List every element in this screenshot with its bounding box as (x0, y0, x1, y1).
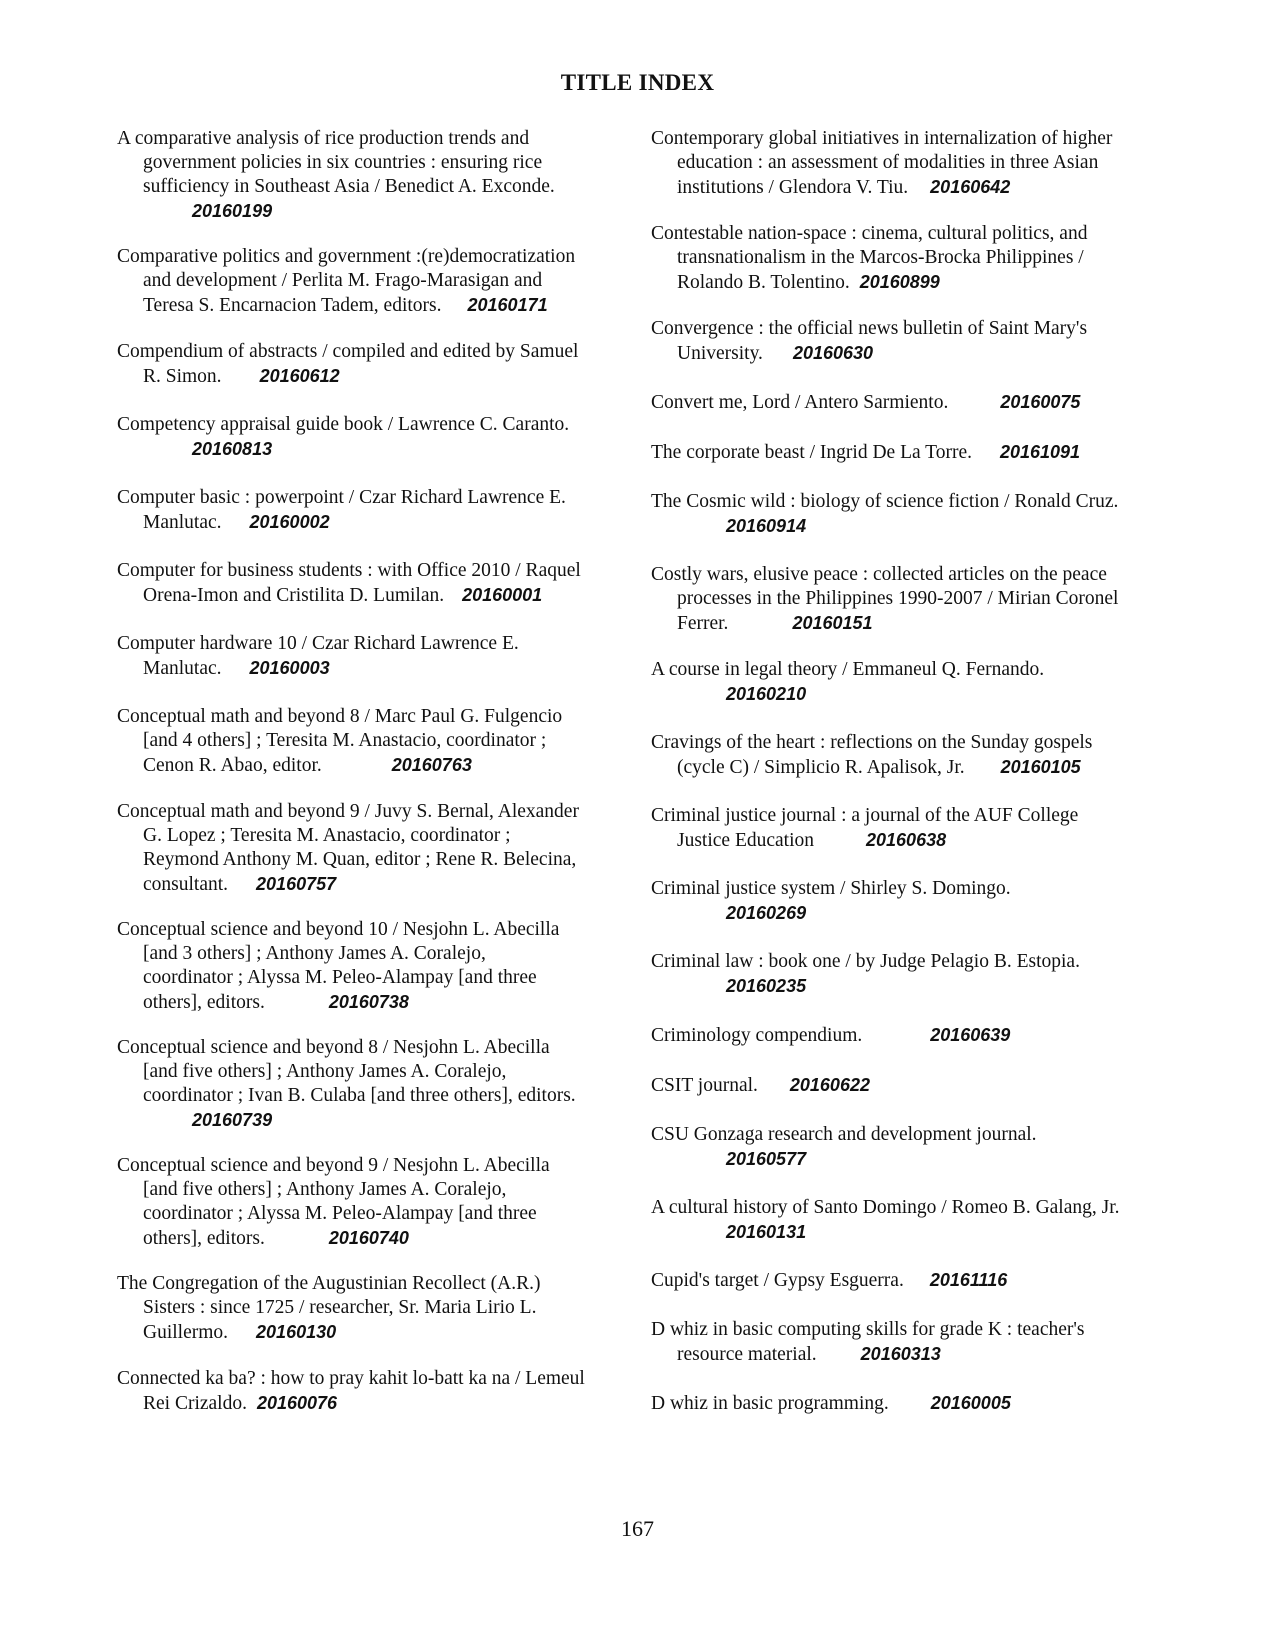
entry-code-line (651, 682, 1161, 707)
entry-text-line: Teresa S. Encarnacion Tadem, editors. 20160171 (143, 295, 548, 316)
entry-text-line: Computer for business students : with Office 2010 / Raquel (117, 560, 581, 581)
entry-code: 20160630 (792, 343, 874, 363)
entry-text-line: Rolando B. Tolentino. 20160899 (677, 272, 940, 293)
entry-text-line: [and 4 others] ; Teresita M. Anastacio, coordinator ; (143, 730, 547, 751)
entry-text-line: Compendium of abstracts / compiled and edited by Samuel (117, 341, 579, 362)
entry-text-line: Conceptual math and beyond 9 / Juvy S. Bernal, Alexander (117, 801, 579, 822)
entry-code: 20160151 (792, 613, 873, 633)
entry-code: 20160130 (256, 1322, 337, 1342)
entry-code-line (117, 437, 617, 462)
entry-text-line: Convert me, Lord / Antero Sarmiento. 20160075 (651, 392, 1081, 413)
entry-code: 20160235 (726, 976, 807, 996)
entry-text-line: resource material. 20160313 (677, 1344, 941, 1365)
entry-text-line: Manlutac. 20160002 (143, 512, 330, 533)
entry-text-line: Competency appraisal guide book / Lawrence C. Caranto. (117, 414, 570, 435)
index-entry (651, 563, 1161, 636)
entry-text-line: Costly wars, elusive peace : collected articles on the peace (651, 564, 1107, 585)
index-entry (651, 390, 1161, 415)
entry-text-line: [and five others] ; Anthony James A. Coralejo, (143, 1061, 507, 1082)
entry-text-line: Sisters : since 1725 / researcher, Sr. Maria Lirio L. (143, 1297, 537, 1318)
entry-text-line: Contestable nation-space : cinema, cultural politics, and (651, 223, 1088, 244)
index-entry (651, 950, 1161, 999)
entry-code: 20160001 (462, 585, 543, 605)
index-entry (651, 731, 1161, 780)
index-entry (651, 317, 1161, 366)
entry-code: 20160577 (726, 1149, 807, 1169)
index-entry (651, 222, 1161, 295)
entry-code-line (651, 1220, 1161, 1245)
page-number: 167 (621, 1516, 654, 1541)
entry-text-line: The corporate beast / Ingrid De La Torre. 20161091 (651, 442, 1081, 463)
index-entry (117, 800, 617, 897)
entry-text-line: (cycle C) / Simplicio R. Apalisok, Jr. 20160105 (677, 757, 1081, 778)
entry-text-line: G. Lopez ; Teresita M. Anastacio, coordinator ; (143, 825, 511, 846)
entry-code: 20160612 (259, 366, 340, 386)
index-entry (117, 705, 617, 778)
entry-text-line: consultant. 20160757 (143, 874, 337, 895)
index-entry (117, 632, 617, 681)
entry-code: 20161116 (929, 1270, 1008, 1290)
entry-text-line: The Congregation of the Augustinian Recollect (A.R.) (117, 1273, 541, 1294)
entry-code: 20160105 (1000, 757, 1081, 777)
entry-text-line: Cenon R. Abao, editor. 20160763 (143, 755, 472, 776)
entry-text-line: others], editors. 20160738 (143, 992, 409, 1013)
entry-text-line: A course in legal theory / Emmaneul Q. Fernando. (651, 659, 1045, 680)
entry-code: 20160269 (726, 903, 807, 923)
entry-text-line: CSU Gonzaga research and development journal. (651, 1124, 1037, 1145)
index-entry (117, 1272, 617, 1345)
entry-code: 20160738 (328, 992, 409, 1012)
index-entry (117, 245, 617, 318)
entry-code: 20160642 (930, 177, 1011, 197)
entry-code: 20160914 (726, 516, 807, 536)
entry-code: 20160757 (256, 874, 337, 894)
index-entry (651, 127, 1161, 200)
entry-code: 20160131 (726, 1222, 807, 1242)
entry-text-line: Contemporary global initiatives in internalization of higher (651, 128, 1113, 149)
entry-text-line: Justice Education 20160638 (677, 830, 947, 851)
entry-code-line (117, 199, 617, 224)
index-entry (651, 1268, 1161, 1293)
entry-text-line: Manlutac. 20160003 (143, 658, 330, 679)
entry-text-line: Cravings of the heart : reflections on the Sunday gospels (651, 732, 1093, 753)
page-title: TITLE INDEX (560, 70, 715, 95)
index-entry (117, 1036, 617, 1133)
entry-code-line (651, 901, 1161, 926)
index-entry (651, 804, 1161, 853)
entry-text-line: Rei Crizaldo. 20160076 (143, 1393, 338, 1414)
entry-code: 20160076 (256, 1393, 338, 1413)
entry-text-line: transnationalism in the Marcos-Brocka Philippines / (677, 247, 1084, 268)
index-entry (117, 918, 617, 1015)
entry-text-line: education : an assessment of modalities in three Asian (677, 152, 1099, 173)
entry-code: 20160639 (930, 1025, 1011, 1045)
entry-text-line: The Cosmic wild : biology of science fiction / Ronald Cruz. (651, 491, 1119, 512)
entry-text-line: Convergence : the official news bulletin of Saint Mary's (651, 318, 1088, 339)
entry-text-line: Criminal justice journal : a journal of the AUF College (651, 805, 1079, 826)
entry-text-line: CSIT journal. 20160622 (651, 1075, 870, 1096)
entry-text-line: Guillermo. 20160130 (143, 1322, 337, 1343)
index-entry (117, 1367, 617, 1416)
entry-text-line: Comparative politics and government :(re)democratization (117, 246, 576, 267)
entry-text-line: and development / Perlita M. Frago-Marasigan and (143, 270, 543, 291)
entry-code: 20160002 (249, 512, 330, 532)
index-entry (651, 1073, 1161, 1098)
entry-text-line: coordinator ; Alyssa M. Peleo-Alampay [and three (143, 1203, 537, 1224)
entry-text-line: Conceptual math and beyond 8 / Marc Paul G. Fulgencio (117, 706, 563, 727)
entry-text-line: Criminal law : book one / by Judge Pelagio B. Estopia. (651, 951, 1080, 972)
index-entry (651, 1196, 1161, 1245)
entry-text-line: University. 20160630 (677, 343, 874, 364)
index-entry (651, 1023, 1161, 1048)
entry-text-line: Conceptual science and beyond 10 / Nesjohn L. Abecilla (117, 919, 560, 940)
entry-code: 20160005 (930, 1393, 1011, 1413)
entry-code: 20161091 (999, 442, 1081, 462)
entry-code: 20160739 (192, 1110, 273, 1130)
entry-code-line (651, 974, 1161, 999)
entry-text-line: institutions / Glendora V. Tiu. 20160642 (677, 177, 1011, 198)
index-entry (117, 1154, 617, 1251)
entry-text-line: processes in the Philippines 1990-2007 / Mirian Coronel (677, 588, 1119, 609)
entry-text-line: [and 3 others] ; Anthony James A. Coralejo, (143, 943, 486, 964)
index-entry (651, 1123, 1161, 1172)
entry-code: 20160210 (726, 684, 807, 704)
entry-code-line (117, 1108, 617, 1133)
index-entry (651, 1318, 1161, 1367)
entry-text-line: coordinator ; Ivan B. Culaba [and three others], editors. (143, 1085, 576, 1106)
entry-text-line: others], editors. 20160740 (143, 1228, 409, 1249)
entry-text-line: Computer hardware 10 / Czar Richard Lawrence E. (117, 633, 519, 654)
entry-text-line: D whiz in basic computing skills for grade K : teacher's (651, 1319, 1085, 1340)
entry-code: 20160199 (192, 201, 273, 221)
entry-code: 20160763 (391, 755, 472, 775)
entry-code: 20160899 (859, 272, 940, 292)
entry-text-line: Conceptual science and beyond 8 / Nesjohn L. Abecilla (117, 1037, 550, 1058)
entry-code: 20160638 (866, 830, 947, 850)
entry-text-line: Cupid's target / Gypsy Esguerra. 20161116 (651, 1270, 1008, 1291)
index-entry (117, 559, 617, 608)
entry-code: 20160740 (328, 1228, 409, 1248)
entry-text-line: Criminology compendium. 20160639 (651, 1025, 1011, 1046)
index-entry (651, 440, 1161, 465)
entry-text-line: D whiz in basic programming. 20160005 (651, 1393, 1011, 1414)
entry-text-line: Ferrer. 20160151 (677, 613, 873, 634)
entry-text-line: Conceptual science and beyond 9 / Nesjohn L. Abecilla (117, 1155, 550, 1176)
entry-text-line: coordinator ; Alyssa M. Peleo-Alampay [and three (143, 967, 537, 988)
entry-text-line: sufficiency in Southeast Asia / Benedict A. Exconde. (143, 176, 555, 197)
index-entry (117, 340, 617, 389)
entry-code: 20160075 (1000, 392, 1081, 412)
entry-text-line: Computer basic : powerpoint / Czar Richard Lawrence E. (117, 487, 566, 508)
entry-code: 20160313 (860, 1344, 941, 1364)
entry-text-line: R. Simon. 20160612 (143, 366, 340, 387)
entry-text-line: [and five others] ; Anthony James A. Coralejo, (143, 1179, 507, 1200)
entry-text-line: government policies in six countries : ensuring rice (143, 152, 543, 173)
entry-code: 20160622 (789, 1075, 870, 1095)
entry-code-line (651, 514, 1161, 539)
index-entry (651, 658, 1161, 707)
index-entry (651, 1391, 1161, 1416)
entry-text-line: A cultural history of Santo Domingo / Romeo B. Galang, Jr. (651, 1197, 1120, 1218)
entry-code: 20160171 (467, 295, 548, 315)
entry-text-line: A comparative analysis of rice production trends and (117, 128, 530, 149)
entry-code: 20160003 (249, 658, 330, 678)
entry-text-line: Criminal justice system / Shirley S. Domingo. (651, 878, 1011, 899)
entry-text-line: Connected ka ba? : how to pray kahit lo-batt ka na / Lemeul (117, 1368, 585, 1389)
index-entry (117, 413, 617, 462)
entry-code: 20160813 (192, 439, 273, 459)
entry-text-line: Orena-Imon and Cristilita D. Lumilan. 20160001 (143, 585, 543, 606)
index-entry (117, 127, 617, 224)
index-entry (117, 486, 617, 535)
entry-text-line: Reymond Anthony M. Quan, editor ; Rene R. Belecina, (143, 849, 577, 870)
index-entry (651, 490, 1161, 539)
index-entry (651, 877, 1161, 926)
entry-code-line (651, 1147, 1161, 1172)
